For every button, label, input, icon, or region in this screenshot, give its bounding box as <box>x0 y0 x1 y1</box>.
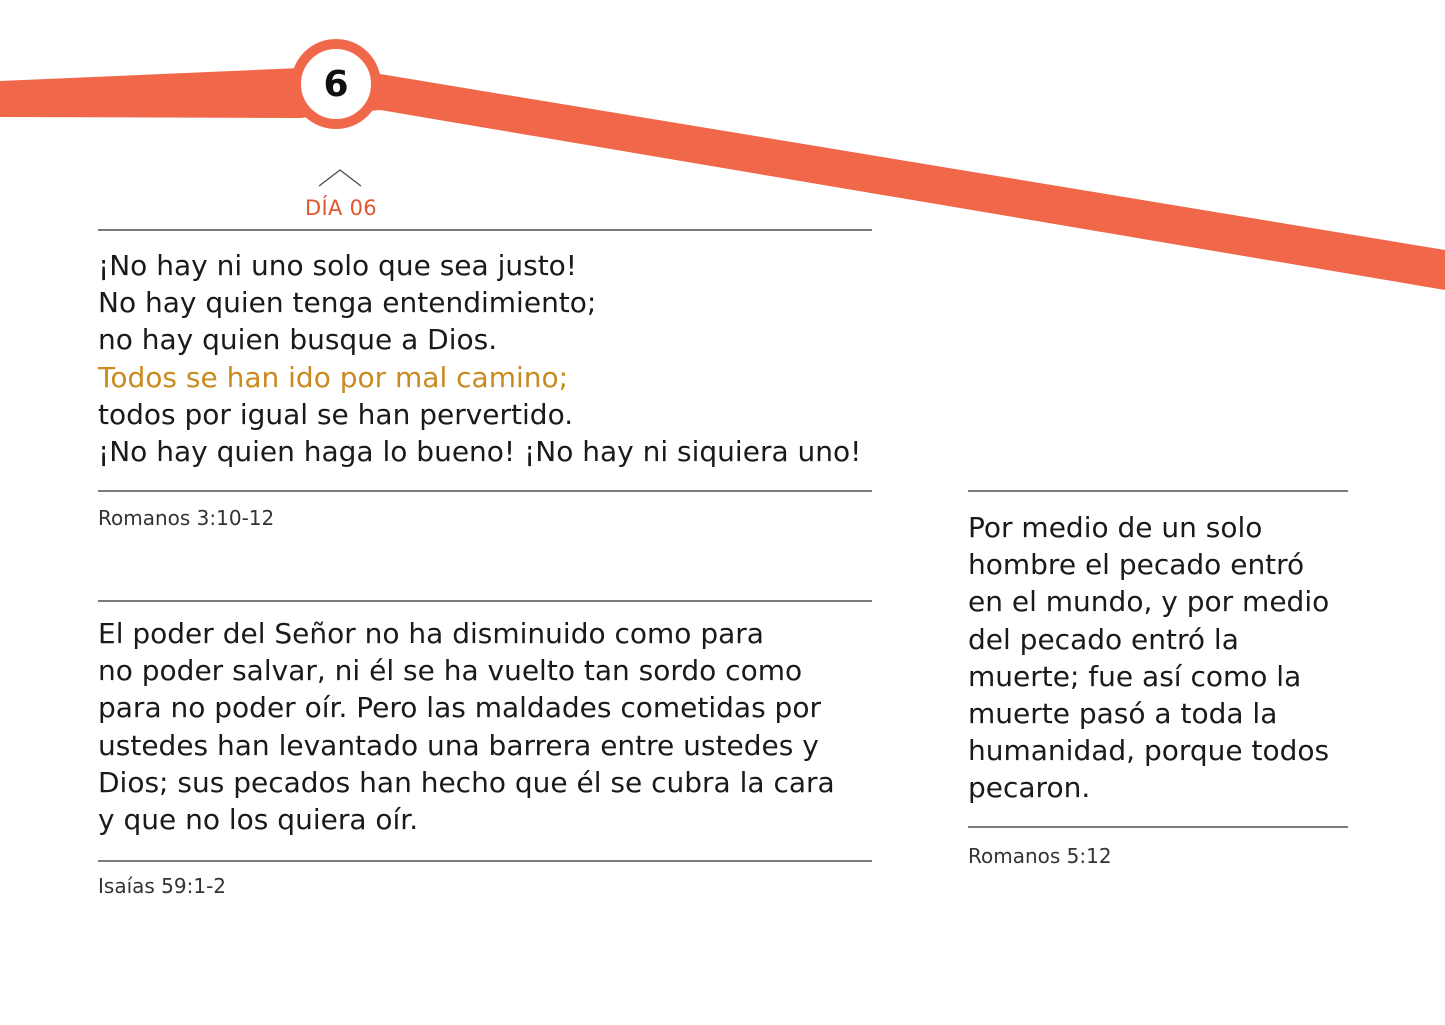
verse-line: muerte pasó a toda la <box>968 697 1278 731</box>
day-badge-number: 6 <box>323 63 349 105</box>
reference-isaias-59: Isaías 59:1-2 <box>98 874 227 898</box>
verse-line: humanidad, porque todos <box>968 734 1330 768</box>
verse-line: ¡No hay ni uno solo que sea justo! <box>98 249 578 282</box>
verse-line: no hay quien busque a Dios. <box>98 323 498 357</box>
verse-line: ¡No hay quien haga lo bueno! ¡No hay ni siquiera uno! <box>98 435 862 469</box>
reference-romanos-5: Romanos 5:12 <box>968 844 1112 868</box>
verse-line: en el mundo, y por medio <box>968 585 1330 619</box>
verse-romanos-3 <box>98 247 861 470</box>
divider <box>98 229 872 231</box>
verse-line-highlighted: Todos se han ido por mal camino; <box>98 360 569 394</box>
verse-isaias-59 <box>98 615 835 838</box>
day-label: DÍA 06 <box>305 196 377 220</box>
verse-line: todos por igual se han pervertido. <box>98 397 574 431</box>
divider <box>968 490 1348 492</box>
verse-line: del pecado entró la <box>968 622 1239 656</box>
verse-line: no poder salvar, ni él se ha vuelto tan sordo como <box>98 654 803 688</box>
verse-line: No hay quien tenga entendimiento; <box>98 286 597 320</box>
verse-line: Por medio de un solo <box>968 511 1263 544</box>
divider <box>968 826 1348 828</box>
verse-line: hombre el pecado entró <box>968 548 1305 582</box>
divider <box>98 600 872 602</box>
divider <box>98 490 872 492</box>
verse-line: Dios; sus pecados han hecho que él se cubra la cara <box>98 765 835 799</box>
divider <box>98 860 872 862</box>
verse-line: para no poder oír. Pero las maldades cometidas por <box>98 691 821 725</box>
verse-romanos-5 <box>968 509 1329 807</box>
chevron-up-icon <box>318 168 362 188</box>
verse-line: muerte; fue así como la <box>968 659 1302 693</box>
verse-line: pecaron. <box>968 771 1091 805</box>
verse-line: ustedes han levantado una barrera entre ustedes y <box>98 728 819 762</box>
reference-romanos-3: Romanos 3:10-12 <box>98 506 275 530</box>
verse-line: y que no los quiera oír. <box>98 803 419 837</box>
verse-line: El poder del Señor no ha disminuido como para <box>98 617 764 650</box>
